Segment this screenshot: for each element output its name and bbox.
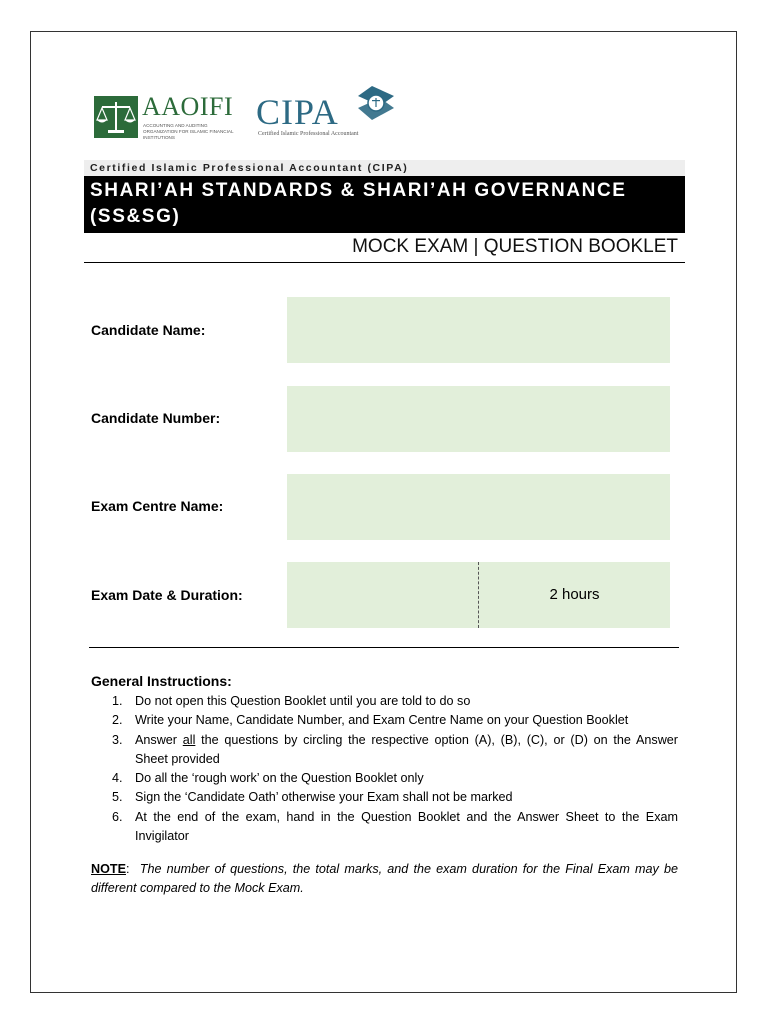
instruction-item	[110, 692, 678, 711]
cipa-emblem-icon	[350, 84, 400, 128]
instruction-number: 3.	[112, 732, 123, 747]
instruction-item	[110, 711, 678, 730]
instruction-text: Answer	[135, 732, 183, 747]
instruction-emphasis: all	[182, 732, 196, 747]
aaoifi-logo	[94, 94, 244, 140]
exam-centre-field[interactable]	[287, 474, 670, 540]
instructions-heading: General Instructions:	[91, 673, 232, 689]
candidate-name-field[interactable]	[287, 297, 670, 363]
instruction-text: Sign the ‘Candidate Oath’ otherwise your Exam shall not be marked	[135, 790, 513, 805]
candidate-name-label: Candidate Name:	[91, 322, 206, 338]
instruction-item	[110, 788, 678, 807]
exam-subtitle: Certified Islamic Professional Accountant (CIPA)	[84, 160, 685, 176]
exam-date-label: Exam Date & Duration:	[91, 587, 243, 603]
instruction-number: 1.	[112, 694, 123, 708]
instruction-number: 6.	[112, 809, 123, 824]
instruction-text: At the end of the exam, hand in the Question Booklet and the Answer Sheet to the Exam Invigilator	[135, 809, 678, 844]
instruction-text: the questions by circling the respective option (A), (B), (C), or (D) on the Answer Sheet provided	[135, 732, 678, 766]
note-label: NOTE	[91, 862, 126, 876]
instruction-number: 5.	[112, 790, 123, 805]
instruction-item	[110, 731, 678, 770]
scales-icon	[94, 96, 138, 138]
instruction-text: Write your Name, Candidate Number, and Exam Centre Name on your Question Booklet	[135, 713, 629, 728]
instruction-text: Do all the ‘rough work’ on the Question Booklet only	[135, 771, 424, 786]
candidate-number-field[interactable]	[287, 386, 670, 452]
instruction-text: Do not open this Question Booklet until you are told to do so	[135, 694, 471, 708]
cipa-logo	[256, 84, 406, 142]
instruction-item	[110, 808, 678, 847]
divider	[89, 647, 679, 648]
instruction-number: 2.	[112, 713, 123, 728]
booklet-label: MOCK EXAM | QUESTION BOOKLET	[352, 236, 678, 257]
exam-centre-label: Exam Centre Name:	[91, 498, 224, 514]
aaoifi-name: AAOIFI	[142, 92, 234, 121]
instruction-number: 4.	[112, 771, 123, 786]
exam-title: SHARI’AH STANDARDS & SHARI’AH GOVERNANCE (SS&SG)	[84, 176, 685, 233]
note-body: The number of questions, the total marks, and the exam duration for the Final Exam may be different compared to the Mock Exam.	[91, 862, 678, 895]
instruction-item	[110, 769, 678, 788]
candidate-number-label: Candidate Number:	[91, 410, 221, 426]
exam-duration: 2 hours	[549, 586, 600, 603]
aaoifi-tagline: ACCOUNTING AND AUDITING ORGANIZATION FOR ISLAMIC FINANCIAL INSTITUTIONS	[143, 123, 234, 140]
exam-note: NOTE: The number of questions, the total marks, and the exam duration for the Final Exam may be different compared to the Mock Exam.	[91, 862, 678, 895]
cipa-tagline: Certified Islamic Professional Accountant	[258, 131, 359, 137]
instructions-list	[110, 692, 678, 846]
divider	[84, 262, 685, 263]
cipa-name: CIPA	[256, 92, 339, 132]
